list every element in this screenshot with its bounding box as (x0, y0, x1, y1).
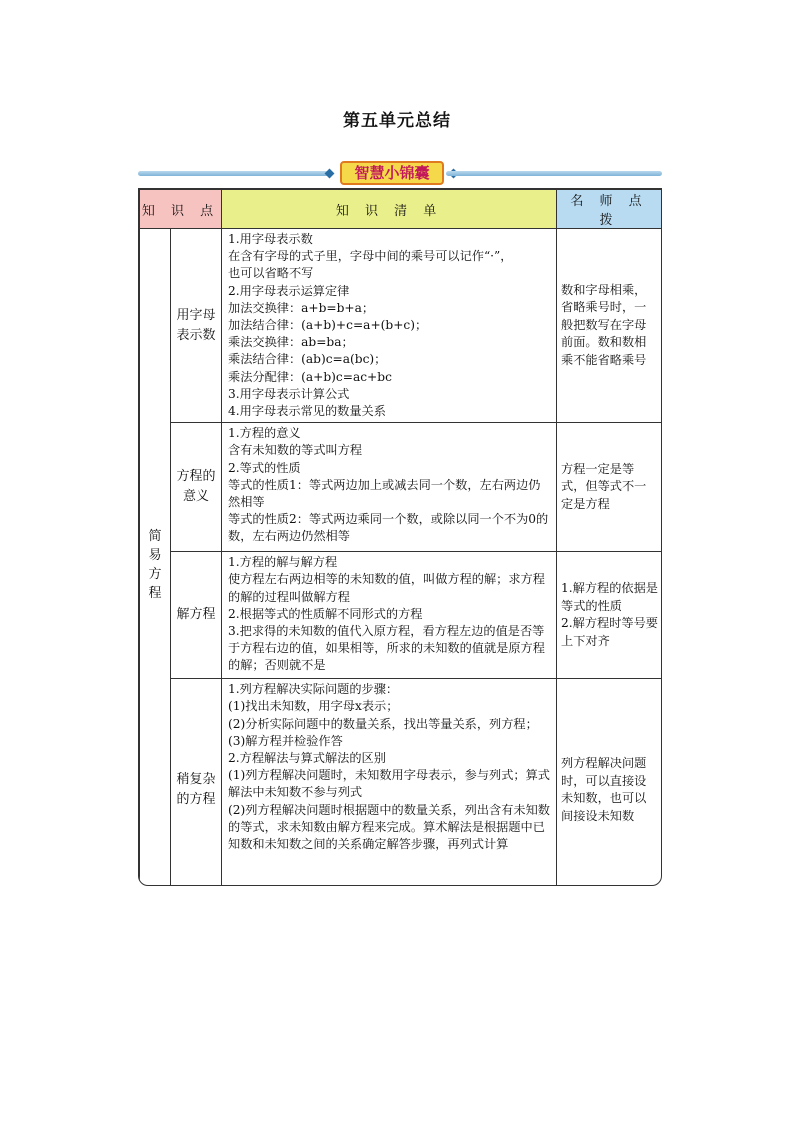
table-header-row (140, 190, 662, 229)
content-line: (3)解方程并检验作答 (228, 733, 343, 748)
table-row (140, 423, 662, 552)
category-char: 简 (148, 529, 162, 545)
content-line: 2.等式的性质 (228, 460, 301, 475)
tip-cell: 1.解方程的依据是等式的性质 2.解方程时等号要上下对齐 (557, 552, 662, 679)
category-char: 程 (148, 586, 162, 602)
content-line: 使方程左右两边相等的未知数的值，叫做方程的解；求方程的解的过程叫做解方程 (228, 572, 545, 604)
diamond-icon (325, 169, 335, 179)
content-line: (2)列方程解决问题时根据题中的数量关系，列出含有未知数的等式，求未知数由解方程来完成。算术解法是根据题中已知数和未知数之间的关系确定解答步骤，再列式计算 (228, 802, 550, 852)
topic-cell: 解方程 (171, 552, 222, 679)
summary-table (139, 189, 662, 886)
header-teacher-tips: 名 师 点 拨 (557, 190, 662, 229)
banner-line-left (138, 171, 330, 176)
content-line: 加法交换律：a+b=b+a； (228, 300, 375, 315)
content-line: 3.用字母表示计算公式 (228, 386, 350, 401)
content-line: 1.方程的意义 (228, 426, 301, 441)
content-cell (222, 552, 557, 679)
content-line: (1)列方程解决问题时，未知数用字母表示，参与列式；算式解法中未知数不参与列式 (228, 768, 550, 800)
content-line: 3.把求得的未知数的值代入原方程，看方程左边的值是否等于方程右边的值，如果相等，所求的未知数的值就是原方程的解；否则就不是 (228, 624, 545, 673)
content-line: (1)找出未知数，用字母x表示； (228, 699, 399, 714)
banner-label: 智慧小锦囊 (340, 161, 444, 185)
banner-decoration (138, 161, 662, 187)
category-char: 易 (148, 548, 162, 564)
content-line: 1.用字母表示数 (228, 232, 313, 246)
banner-line-right (446, 171, 662, 176)
summary-table-frame (138, 188, 662, 886)
table-row (140, 552, 662, 679)
content-line: 2.根据等式的性质解不同形式的方程 (228, 606, 423, 621)
content-line: 乘法分配律：(a+b)c=ac+bc (228, 369, 392, 384)
topic-cell: 稍复杂的方程 (171, 679, 222, 886)
category-cell (140, 229, 171, 887)
content-line: 乘法结合律：(ab)c=a(bc)； (228, 352, 387, 367)
content-line: 也可以省略不写 (228, 266, 314, 281)
header-knowledge-point: 知 识 点 (140, 190, 222, 229)
page-title: 第五单元总结 (343, 111, 451, 131)
tip-cell: 列方程解决问题时，可以直接设未知数，也可以间接设未知数 (557, 679, 662, 886)
content-line: 2.方程解法与算式解法的区别 (228, 751, 386, 766)
category-label (140, 527, 170, 603)
content-line: 乘法交换律：ab=ba； (228, 335, 354, 350)
content-line: 在含有字母的式子里，字母中间的乘号可以记作“·”， (228, 249, 513, 264)
header-knowledge-list: 知 识 清 单 (222, 190, 557, 229)
content-cell (222, 229, 557, 423)
category-char: 方 (148, 567, 162, 583)
tip-cell: 方程一定是等式，但等式不一定是方程 (557, 423, 662, 552)
content-line: 加法结合律：(a+b)+c=a+(b+c)； (228, 318, 428, 333)
table-row (140, 229, 662, 423)
content-cell (222, 679, 557, 886)
content-line: 等式的性质2：等式两边乘同一个数，或除以同一个不为0的数，左右两边仍然相等 (228, 512, 549, 544)
content-line: 1.方程的解与解方程 (228, 555, 338, 570)
content-line: 等式的性质1：等式两边加上或减去同一个数，左右两边仍然相等 (228, 477, 541, 510)
content-line: 含有未知数的等式叫方程 (228, 443, 363, 458)
topic-cell: 用字母表示数 (171, 229, 222, 423)
content-line: 2.用字母表示运算定律 (228, 283, 350, 298)
content-line: 1.列方程解决实际问题的步骤： (228, 682, 399, 697)
content-line: 4.用字母表示常见的数量关系 (228, 404, 386, 419)
tip-cell: 数和字母相乘，省略乘号时，一般把数写在字母前面。数和数相乘不能省略乘号 (557, 229, 662, 423)
content-cell (222, 423, 557, 552)
table-row (140, 679, 662, 886)
topic-cell: 方程的意义 (171, 423, 222, 552)
content-line: (2)分析实际问题中的数量关系，找出等量关系，列方程； (228, 716, 538, 731)
